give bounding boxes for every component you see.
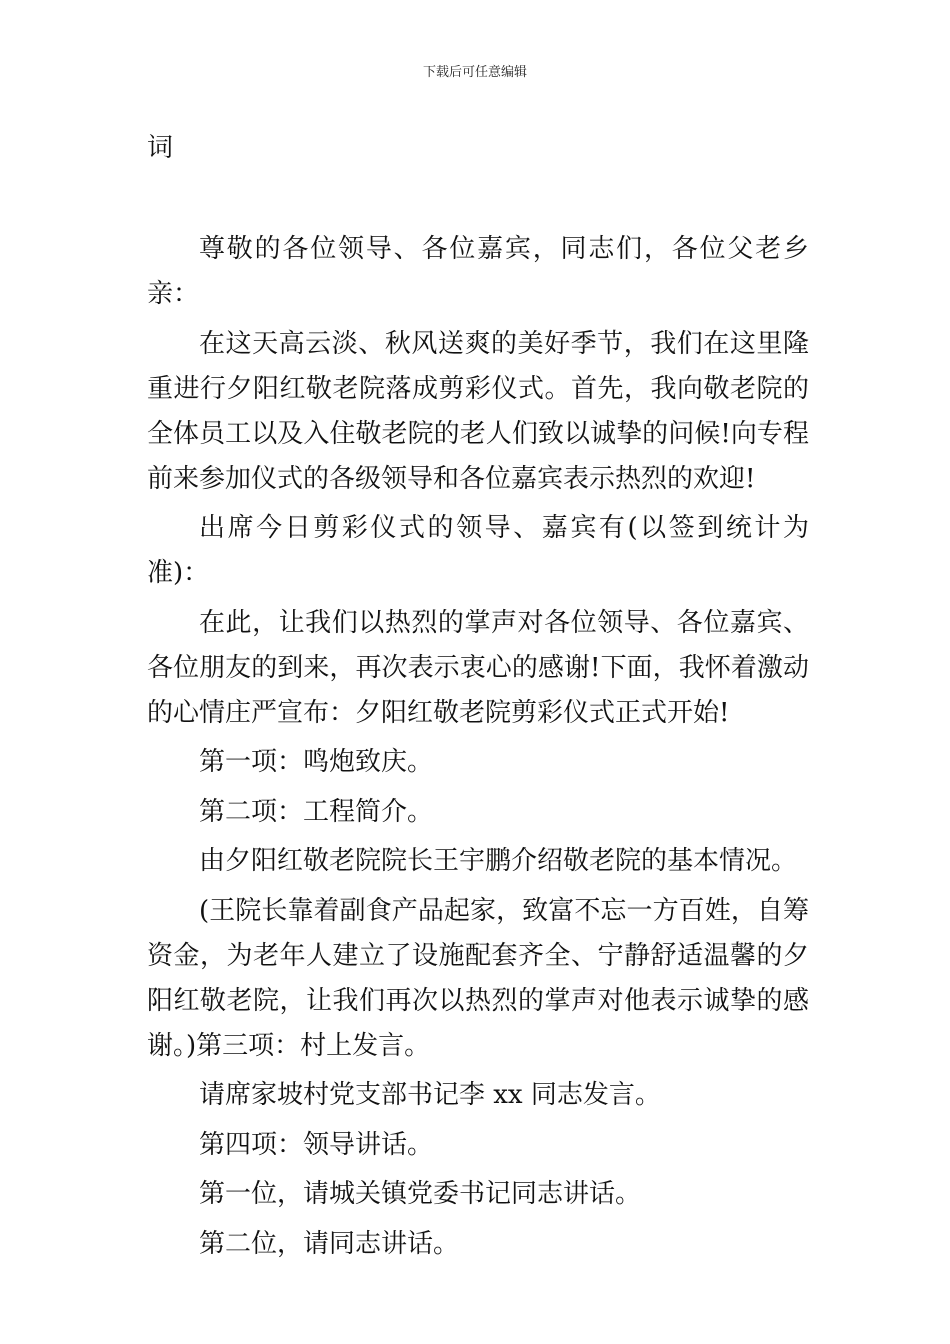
title-fragment: 词 bbox=[147, 133, 174, 163]
page-header: 下载后可任意编辑 bbox=[422, 65, 527, 80]
paragraph-speaker-2: 第二位，请同志讲话。 bbox=[199, 1228, 460, 1259]
paragraph-village-speech: 请席家坡村党支部书记李 xx 同志发言。 bbox=[199, 1080, 661, 1110]
paragraph-item-1: 第一项：鸣炮致庆。 bbox=[199, 747, 434, 777]
paragraph-item-2: 第二项：工程简介。 bbox=[199, 796, 434, 827]
paragraph-intro: 由夕阳红敬老院院长王宇鹏介绍敬老院的基本情况。 bbox=[199, 846, 798, 876]
paragraph-salutation: 尊敬的各位领导、各位嘉宾，同志们，各位父老乡亲： bbox=[147, 234, 809, 309]
paragraph-welcome: 在这天高云淡、秋风送爽的美好季节，我们在这里隆重进行夕阳红敬老院落成剪彩仪式。首先，我向敬老院的全体员工以及入住敬老院的老人们致以诚挚的问候!向专程前来参加仪式的各级领导和各位嘉宾表示热烈的欢迎! bbox=[147, 328, 809, 494]
document-body bbox=[147, 227, 809, 1271]
paragraph-item-4: 第四项：领导讲话。 bbox=[199, 1129, 434, 1160]
paragraph-thanks: (王院长靠着副食产品起家，致富不忘一方百姓，自筹资金，为老年人建立了设施配套齐全、宁静舒适温馨的夕阳红敬老院，让我们再次以热烈的掌声对他表示诚挚的感谢。)第三项：村上发言。 bbox=[147, 895, 809, 1061]
paragraph-speaker-1: 第一位，请城关镇党委书记同志讲话。 bbox=[199, 1179, 642, 1209]
paragraph-attendees: 出席今日剪彩仪式的领导、嘉宾有(以签到统计为准)： bbox=[147, 513, 809, 588]
paragraph-announcement: 在此，让我们以热烈的掌声对各位领导、各位嘉宾、各位朋友的到来，再次表示衷心的感谢!下面，我怀着激动的心情庄严宣布：夕阳红敬老院剪彩仪式正式开始! bbox=[147, 607, 809, 728]
